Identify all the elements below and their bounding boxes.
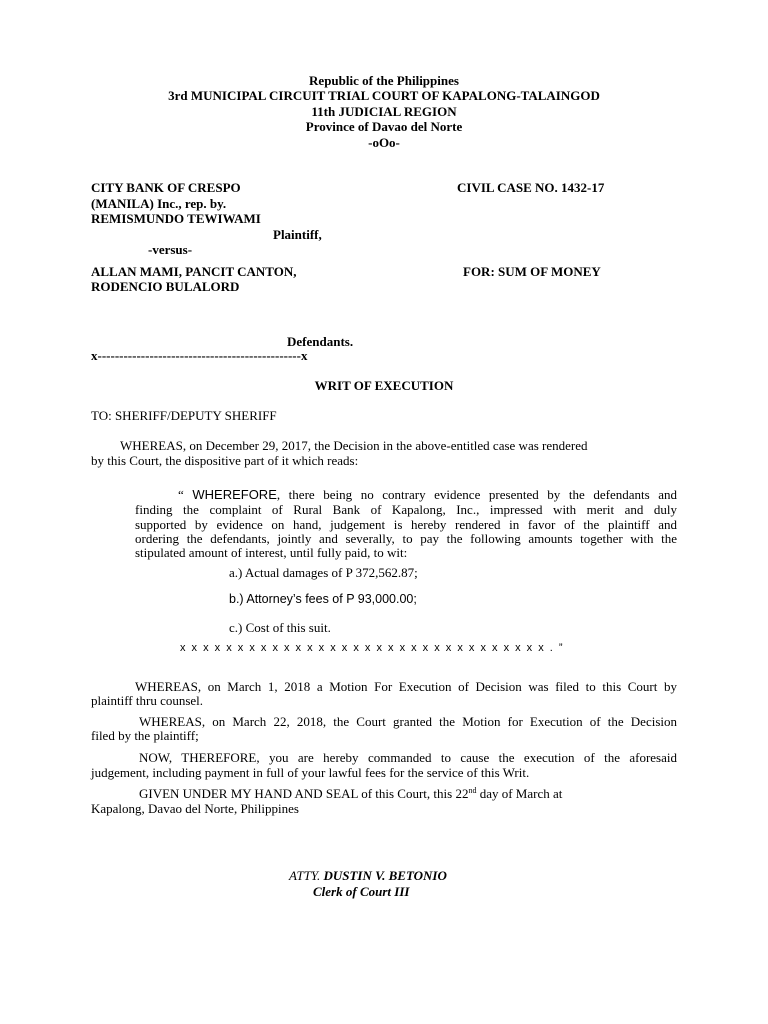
- whereas-2-line-2: plaintiff thru counsel.: [91, 693, 204, 708]
- header-region: 11th JUDICIAL REGION: [311, 104, 457, 119]
- addressee: TO: SHERIFF/DEPUTY SHERIFF: [91, 408, 277, 423]
- header-court: 3rd MUNICIPAL CIRCUIT TRIAL COURT OF KAPALONG-TALAINGOD: [168, 88, 600, 103]
- whereas-3-line-2: filed by the plaintiff;: [91, 728, 199, 743]
- item-a-actual-damages: a.) Actual damages of P 372,562.87;: [229, 565, 418, 580]
- whereas-2-line-1: WHEREAS, on March 1, 2018 a Motion For Execution of Decision was filed to this Court by: [135, 679, 677, 694]
- whereas-3-line-1: WHEREAS, on March 22, 2018, the Court granted the Motion for Execution of the Decision: [139, 714, 677, 729]
- header-province: Province of Davao del Norte: [305, 119, 463, 134]
- whereas-1-line-1: WHEREAS, on December 29, 2017, the Decision in the above-entitled case was rendered: [120, 438, 588, 453]
- quote-line-5: stipulated amount of interest, until fully paid, to wit:: [135, 545, 408, 560]
- defendants-line-1: ALLAN MAMI, PANCIT CANTON,: [91, 264, 297, 279]
- whereas-1-line-2: by this Court, the dispositive part of it which reads:: [91, 453, 359, 468]
- wherefore-word: WHEREFORE: [192, 487, 277, 502]
- quote-line-1: “ WHEREFORE, there being no contrary evidence presented by the defendants and: [178, 487, 677, 502]
- item-b-attorneys-fees: b.) Attorney’s fees of P 93,000.00;: [229, 592, 417, 606]
- case-nature: FOR: SUM OF MONEY: [463, 264, 601, 279]
- caption-separator: x-----------------------------------------------x: [91, 348, 308, 363]
- header-ooo: -oOo-: [368, 135, 400, 150]
- case-number: CIVIL CASE NO. 1432-17: [457, 180, 605, 195]
- quote-line-3: supported by evidence on hand, judgement is hereby rendered in favor of the plaintiff and: [135, 517, 677, 532]
- plaintiff-line-1: CITY BANK OF CRESPO: [91, 180, 241, 195]
- item-c-cost-of-suit: c.) Cost of this suit.: [229, 620, 331, 635]
- defendants-label: Defendants.: [287, 334, 354, 349]
- signatory-position: Clerk of Court III: [313, 884, 410, 899]
- versus-label: -versus-: [148, 242, 193, 257]
- plaintiff-line-2: (MANILA) Inc., rep. by.: [91, 196, 227, 211]
- given-line-1: GIVEN UNDER MY HAND AND SEAL of this Court, this 22nd day of March at: [139, 786, 563, 801]
- given-line-2: Kapalong, Davao del Norte, Philippines: [91, 801, 299, 816]
- signatory-name: ATTY. DUSTIN V. BETONIO: [289, 868, 447, 883]
- defendants-line-2: RODENCIO BULALORD: [91, 279, 240, 294]
- quote-omission-line: x x x x x x x x x x x x x x x x x x x x x x x x x x x x x x x x . ”: [180, 642, 565, 654]
- ordinal-suffix: nd: [468, 786, 477, 795]
- quote-line-4: ordering the defendants, jointly and severally, to pay the following amounts together with the: [135, 531, 677, 546]
- plaintiff-line-3: REMISMUNDO TEWIWAMI: [91, 211, 261, 226]
- header-republic: Republic of the Philippines: [309, 73, 459, 88]
- therefore-line-2: judgement, including payment in full of your lawful fees for the service of this Writ.: [91, 765, 530, 780]
- therefore-line-1: NOW, THEREFORE, you are hereby commanded to cause the execution of the aforesaid: [139, 750, 677, 765]
- quote-line-2: finding the complaint of Rural Bank of Kapalong, Inc., impressed with merit and duly: [135, 502, 677, 517]
- document-title: WRIT OF EXECUTION: [314, 378, 454, 393]
- plaintiff-label: Plaintiff,: [273, 227, 322, 242]
